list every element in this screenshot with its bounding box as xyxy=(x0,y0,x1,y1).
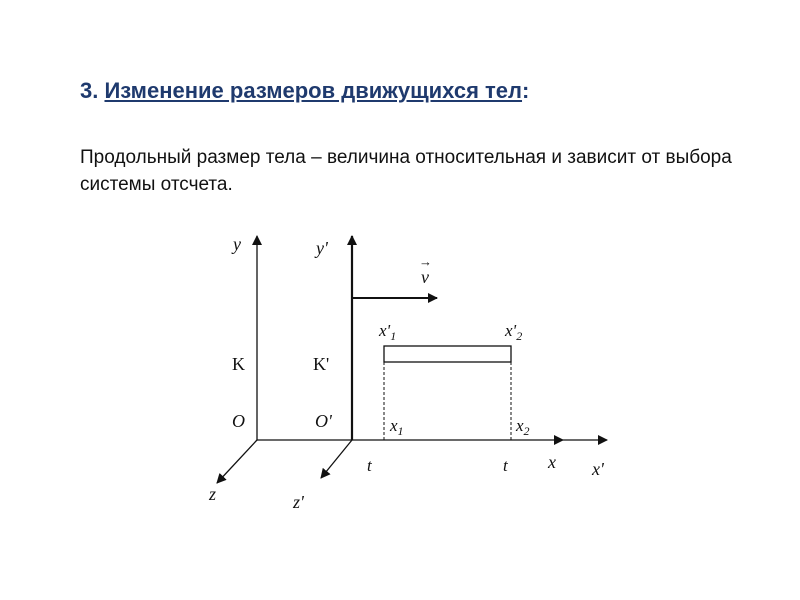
reference-frames-diagram xyxy=(205,228,625,518)
label-K: K xyxy=(232,354,245,374)
label-x2-prime: $x'_2$ xyxy=(505,321,523,343)
z-axis xyxy=(217,440,257,483)
label-v-arrow: → xyxy=(419,254,432,269)
label-O: O xyxy=(232,411,245,431)
label-y-prime: y' xyxy=(316,238,328,258)
label-z: z xyxy=(209,484,217,504)
moving-rod xyxy=(384,346,511,362)
label-x1-prime: $x'_1$ xyxy=(379,321,397,343)
label-z-prime: z' xyxy=(293,492,304,512)
title-number: 3. xyxy=(80,78,99,103)
label-t1: t xyxy=(367,456,372,475)
label-t2: t xyxy=(503,456,508,475)
z-prime-axis xyxy=(321,440,352,478)
label-x1: $x_1$ xyxy=(390,416,404,438)
label-v: v xyxy=(421,267,429,287)
label-x2: $x_2$ xyxy=(516,416,530,438)
title-text: Изменение размеров движущихся тел xyxy=(104,78,523,103)
slide-title xyxy=(80,78,529,104)
label-x-prime: x' xyxy=(592,459,604,479)
label-y: y xyxy=(233,234,241,254)
label-O-prime: O' xyxy=(315,411,332,431)
label-K-prime: K' xyxy=(313,354,330,374)
label-x: x xyxy=(548,452,556,472)
title-suffix: : xyxy=(522,78,530,103)
body-paragraph: Продольный размер тела – величина относительная и зависит от выбора системы отсчета. xyxy=(80,147,732,195)
